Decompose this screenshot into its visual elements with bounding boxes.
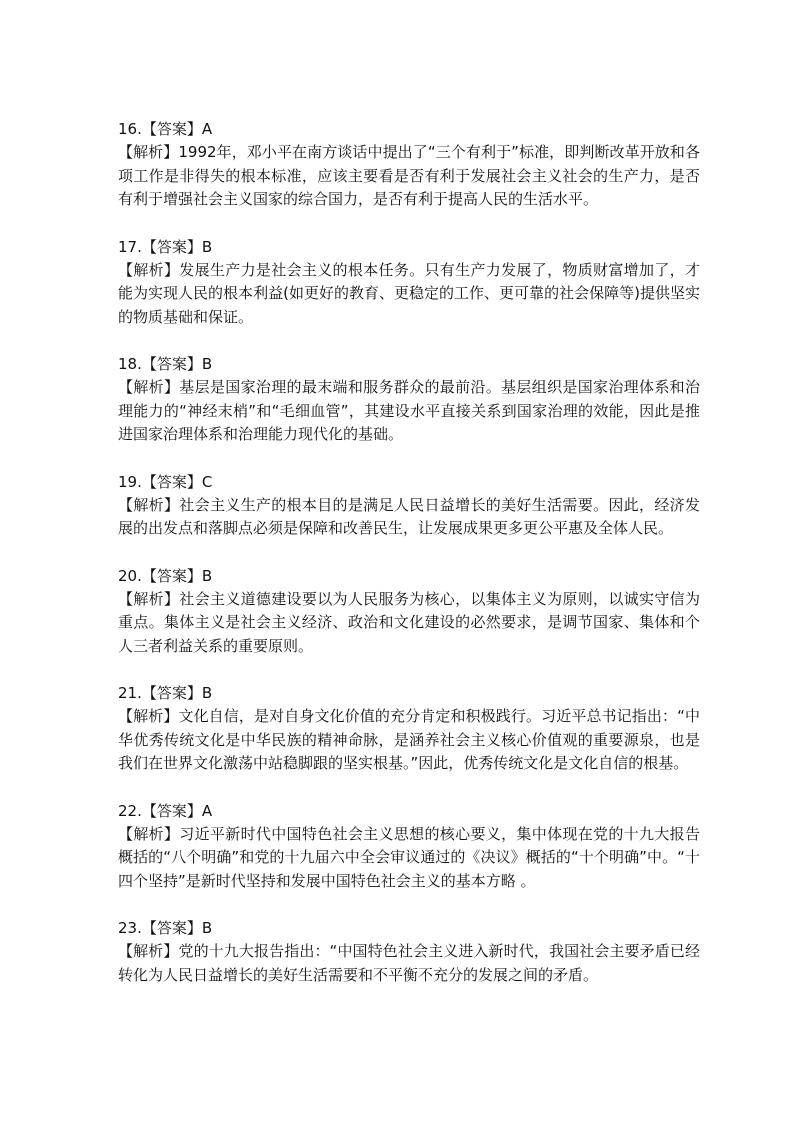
answer-item-18 [118,353,700,447]
answer-item-22 [118,800,700,894]
answer-item-23 [118,917,700,987]
explanation-label: 【解析】 [118,260,180,279]
explanation-text: 习近平新时代中国特色社会主义思想的核心要义，集中体现在党的十九大报告概括的“八个明确”和党的十九届六中全会审议通过的《决议》概括的“十个明确”中。“十四个坚持”是新时代坚持和发展中国特色社会主义的基本方略 。 [118,824,700,890]
answer-line: 16.【答案】A [118,120,213,138]
explanation-label: 【解析】 [118,589,180,608]
explanation-text: 基层是国家治理的最末端和服务群众的最前沿。基层组织是国家治理体系和治理能力的“神经末梢”和“毛细血管”，其建设水平直接关系到国家治理的效能，因此是推进国家治理体系和治理能力现代化的基础。 [118,378,700,443]
explanation [118,259,700,330]
answer-line: 22.【答案】A [118,801,213,820]
explanation [118,494,700,541]
explanation [118,141,700,212]
answer-line: 21.【答案】B [118,684,213,702]
explanation-text: 社会主义生产的根本目的是满足人民日益增长的美好生活需要。因此，经济发展的出发点和落脚点必须是保障和改善民生，让发展成果更多更公平惠及全体人民。 [118,495,700,537]
answer-item-19 [118,471,700,541]
explanation [118,588,700,659]
explanation-label: 【解析】 [118,707,179,725]
answer-line: 17.【答案】B [118,237,213,256]
answer-item-21 [118,682,700,776]
explanation [118,705,700,776]
explanation-label: 【解析】 [118,378,180,396]
answer-line: 20.【答案】B [118,566,213,585]
explanation-text: 1992年，邓小平在南方谈话中提出了“三个有利于”标准，即判断改革开放和各项工作是非得失的根本标准，应该主要看是否有利于发展社会主义社会的生产力，是否有利于增强社会主义国家的综合国力，是否有利于提高人民的生活水平。 [118,143,700,208]
explanation-label: 【解析】 [118,495,180,514]
explanation-label: 【解析】 [118,824,180,843]
answer-item-16 [118,118,700,212]
explanation [118,376,700,447]
answer-list [118,118,700,1011]
explanation-label: 【解析】 [118,942,179,960]
answer-item-17 [118,236,700,330]
explanation-label: 【解析】 [118,143,179,161]
answer-item-20 [118,565,700,659]
explanation-text: 文化自信，是对自身文化价值的充分肯定和积极践行。习近平总书记指出：“中华优秀传统文化是中华民族的精神命脉，是涵养社会主义核心价值观的重要源泉，也是我们在世界文化激荡中站稳脚跟的坚实根基。”因此，优秀传统文化是文化自信的根基。 [118,707,700,772]
explanation-text: 社会主义道德建设要以为人民服务为核心，以集体主义为原则，以诚实守信为重点。集体主义是社会主义经济、政治和文化建设的必然要求，是调节国家、集体和个人三者利益关系的重要原则。 [118,589,700,655]
answer-line: 18.【答案】B [118,355,213,373]
explanation [118,940,700,987]
answer-line: 23.【答案】B [118,919,213,937]
explanation [118,823,700,894]
answer-line: 19.【答案】C [118,472,213,491]
explanation-text: 党的十九大报告指出：“中国特色社会主义进入新时代，我国社会主要矛盾已经转化为人民日益增长的美好生活需要和不平衡不充分的发展之间的矛盾。 [118,942,700,984]
explanation-text: 发展生产力是社会主义的根本任务。只有生产力发展了，物质财富增加了，才能为实现人民的根本利益(如更好的教育、更稳定的工作、更可靠的社会保障等)提供坚实的物质基础和保证。 [118,260,700,326]
